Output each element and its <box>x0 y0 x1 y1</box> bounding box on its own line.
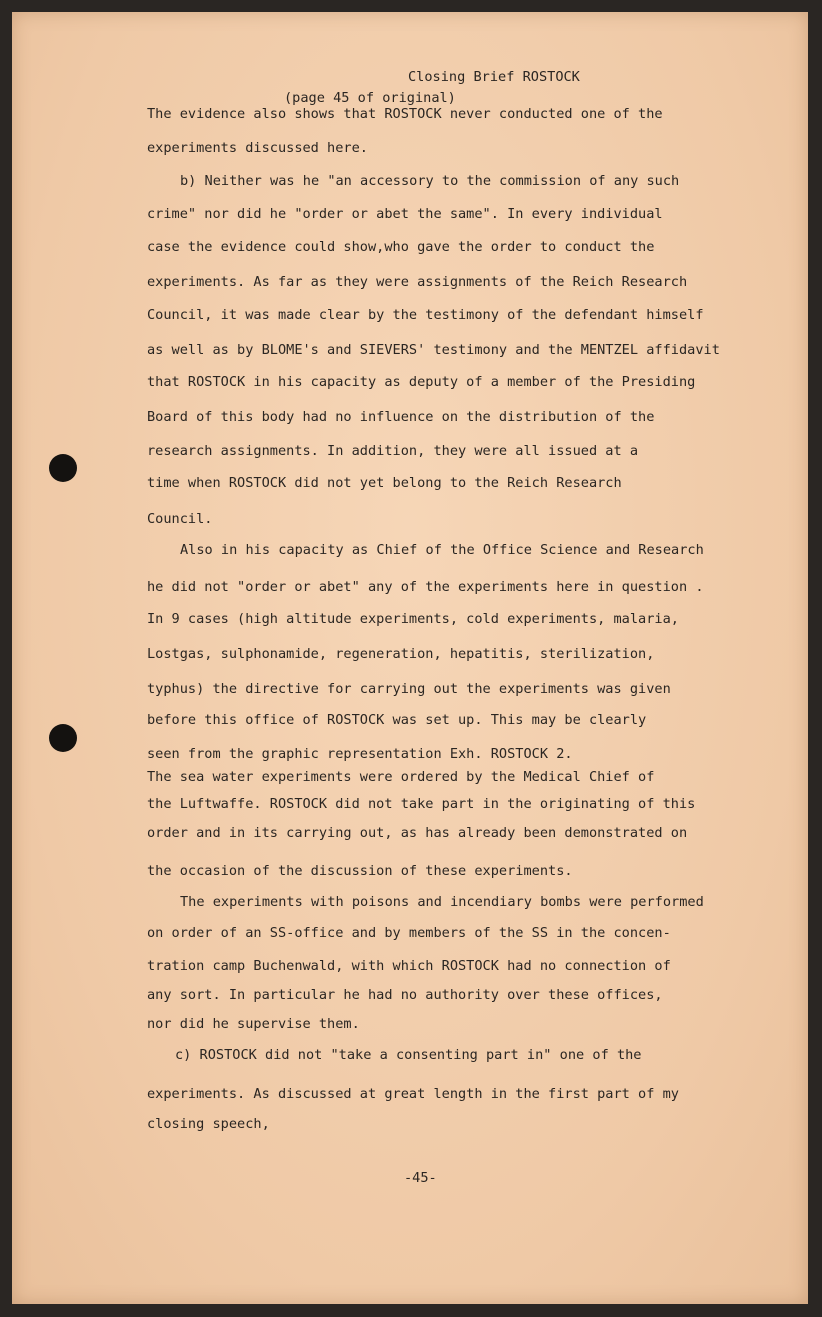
text-line: the Luftwaffe. ROSTOCK did not take part in the originating of this <box>147 796 696 812</box>
document-page <box>12 12 808 1304</box>
text-line: The sea water experiments were ordered by the Medical Chief of <box>147 769 655 785</box>
text-line: he did not "order or abet" any of the experiments here in question . <box>147 579 704 595</box>
text-line: Council. <box>147 511 213 527</box>
punch-hole-bottom <box>49 724 77 752</box>
text-line: The evidence also shows that ROSTOCK never conducted one of the <box>147 106 663 122</box>
text-line: typhus) the directive for carrying out the experiments was given <box>147 681 671 697</box>
text-line: case the evidence could show,who gave the order to conduct the <box>147 239 655 255</box>
text-line: b) Neither was he "an accessory to the commission of any such <box>180 173 680 189</box>
text-line: experiments. As far as they were assignments of the Reich Research <box>147 274 688 290</box>
punch-hole-top <box>49 454 77 482</box>
page-number: -45- <box>404 1170 437 1186</box>
text-line: Lostgas, sulphonamide, regeneration, hepatitis, sterilization, <box>147 646 655 662</box>
text-line: Board of this body had no influence on the distribution of the <box>147 409 655 425</box>
text-line: order and in its carrying out, as has already been demonstrated on <box>147 825 688 841</box>
text-line: Also in his capacity as Chief of the Office Science and Research <box>180 542 704 558</box>
text-line: any sort. In particular he had no authority over these offices, <box>147 987 663 1003</box>
text-line: c) ROSTOCK did not "take a consenting part in" one of the <box>175 1047 642 1063</box>
text-line: the occasion of the discussion of these experiments. <box>147 863 573 879</box>
header-title: Closing Brief ROSTOCK <box>408 69 580 85</box>
text-line: nor did he supervise them. <box>147 1016 360 1032</box>
text-line: research assignments. In addition, they were all issued at a <box>147 443 639 459</box>
text-line: Council, it was made clear by the testimony of the defendant himself <box>147 307 704 323</box>
text-line: time when ROSTOCK did not yet belong to the Reich Research <box>147 475 622 491</box>
text-line: crime" nor did he "order or abet the same". In every individual <box>147 206 663 222</box>
header-subtitle: (page 45 of original) <box>284 90 456 106</box>
text-line: experiments discussed here. <box>147 140 368 156</box>
text-line: on order of an SS-office and by members of the SS in the concen- <box>147 925 671 941</box>
text-line: closing speech, <box>147 1116 270 1132</box>
text-line: that ROSTOCK in his capacity as deputy of a member of the Presiding <box>147 374 696 390</box>
text-line: The experiments with poisons and incendiary bombs were performed <box>180 894 704 910</box>
text-line: experiments. As discussed at great length in the first part of my <box>147 1086 679 1102</box>
text-line: In 9 cases (high altitude experiments, cold experiments, malaria, <box>147 611 679 627</box>
text-line: seen from the graphic representation Exh. ROSTOCK 2. <box>147 746 573 762</box>
text-line: before this office of ROSTOCK was set up. This may be clearly <box>147 712 647 728</box>
text-line: tration camp Buchenwald, with which ROSTOCK had no connection of <box>147 958 671 974</box>
text-line: as well as by BLOME's and SIEVERS' testimony and the MENTZEL affidavit <box>147 342 720 358</box>
